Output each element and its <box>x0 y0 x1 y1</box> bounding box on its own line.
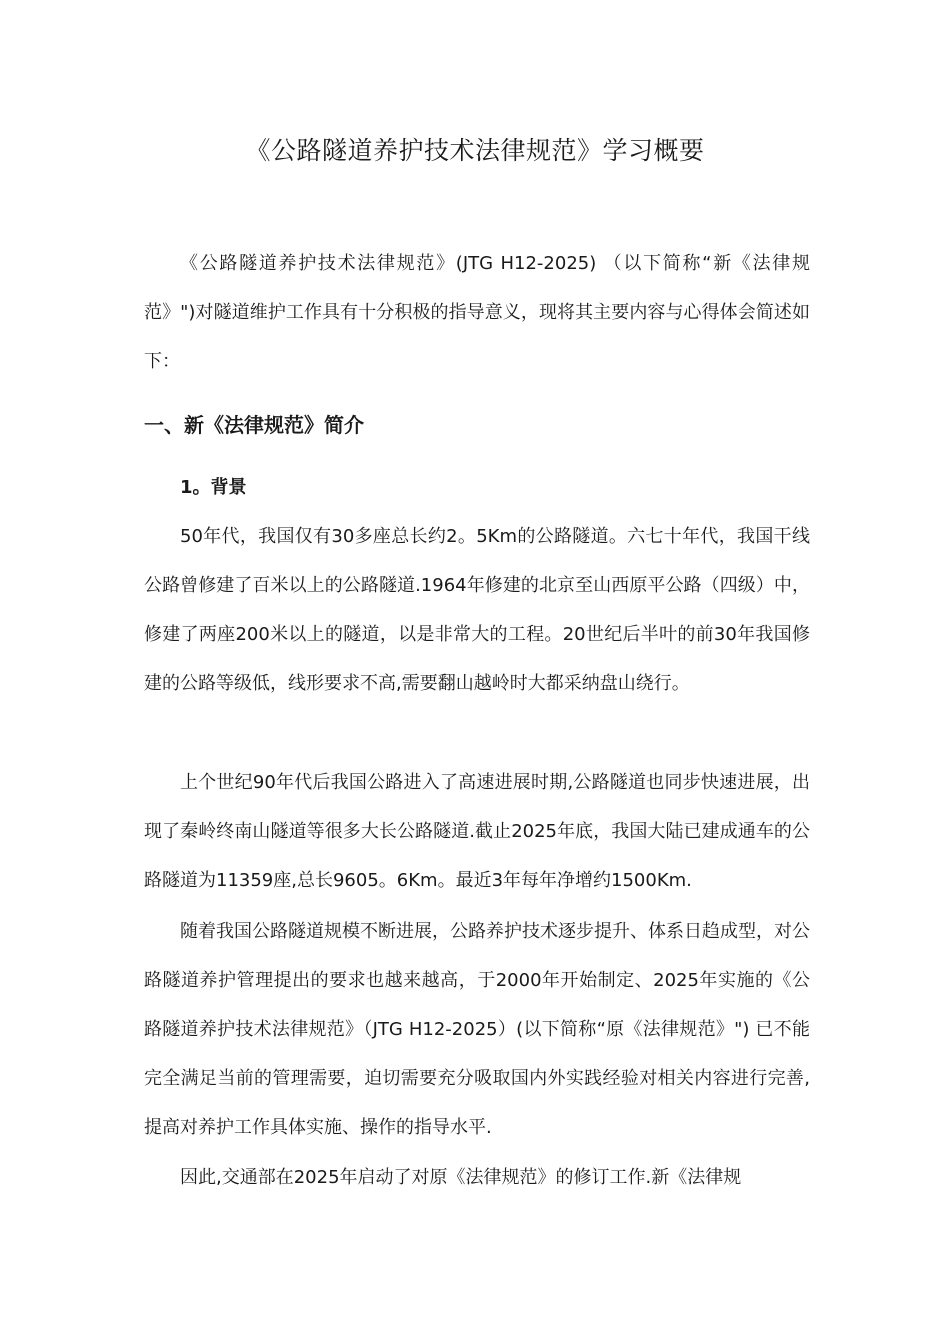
intro-paragraph: 《公路隧道养护技术法律规范》(JTG H12-2025) （以下简称“新《法律规范》")对隧道维护工作具有十分积极的指导意义，现将其主要内容与心得体会简述如下： <box>144 253 810 372</box>
body-paragraph: 上个世纪90年代后我国公路进入了高速进展时期,公路隧道也同步快速进展，出现了秦岭终南山隧道等很多大长公路隧道.截止2025年底，我国大陆已建成通车的公路隧道为11359座,总长9605。6Km。最近3年每年净增约1500Km. <box>144 772 810 891</box>
section-heading: 一、新《法律规范》简介 <box>144 413 364 437</box>
body-paragraph: 因此,交通部在2025年启动了对原《法律规范》的修订工作.新《法律规 <box>180 1167 742 1188</box>
subsection-heading: 1。背景 <box>180 477 247 498</box>
body-paragraph: 随着我国公路隧道规模不断进展，公路养护技术逐步提升、体系日趋成型，对公路隧道养护管理提出的要求也越来越高，于2000年开始制定、2025年实施的《公路隧道养护技术法律规范》（JTG H12-2025）(以下简称“原《法律规范》") 已不能完全满足当前的管理需要，迫切需要充分吸取国内外实践经验对相关内容进行完善,提高对养护工作具体实施、操作的指导水平. <box>144 921 810 1138</box>
body-paragraph: 50年代，我国仅有30多座总长约2。5Km的公路隧道。六七十年代，我国干线公路曾修建了百米以上的公路隧道.1964年修建的北京至山西原平公路（四级）中，修建了两座200米以上的隧道，以是非常大的工程。20世纪后半叶的前30年我国修建的公路等级低，线形要求不高,需要翻山越岭时大都采纳盘山绕行。 <box>144 526 810 694</box>
document-title: 《公路隧道养护技术法律规范》学习概要 <box>245 136 705 165</box>
